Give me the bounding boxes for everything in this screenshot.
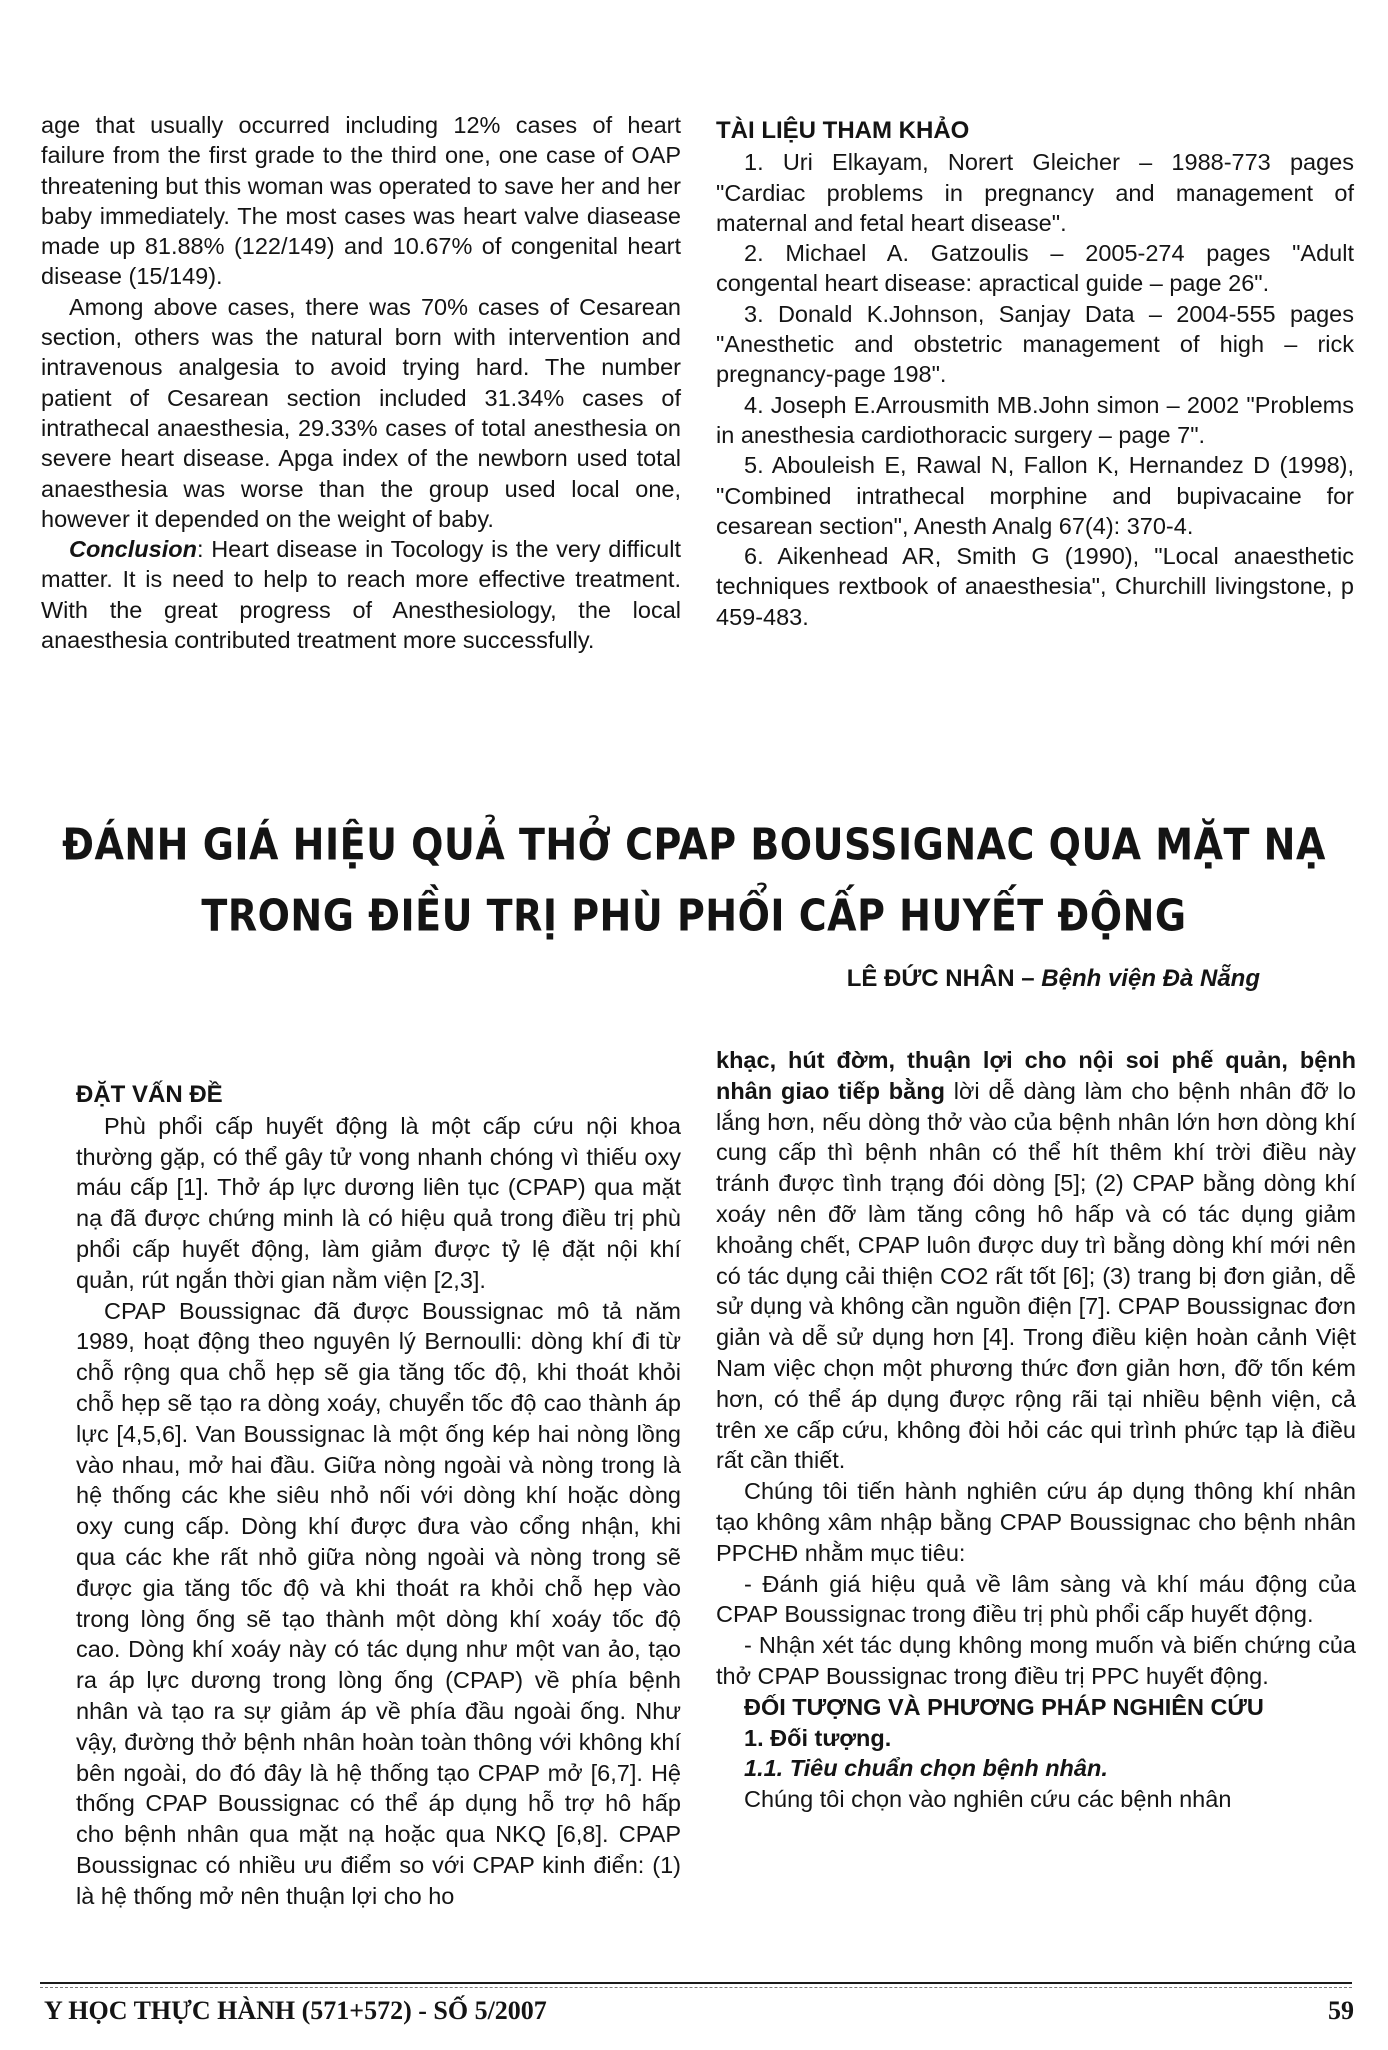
body-paragraph [716, 1045, 1356, 1476]
body-text: lời dễ dàng làm cho bệnh nhân đỡ lo lắng hơn, nếu dòng thở vào của bệnh nhân lớn hơn dòng khí cung cấp thì bệnh nhân có thể hít thêm khí trời điều này tránh được tình trạng đói dòng [5]; (2) CPAP bằng dòng khí xoáy nên đỡ làm tăng công hô hấp và có tác dụng giảm khoảng chết, CPAP luôn được duy trì bằng dòng khí mới nên có tác dụng cải thiện CO2 rất tốt [6]; (3) trang bị đơn giản, dễ sử dụng và không cần nguồn điện [7]. CPAP Boussignac đơn giản và dễ sử dụng hơn [4]. Trong điều kiện hoàn cảnh Việt Nam việc chọn một phương thức đơn giản hơn, đỡ tốn kém hơn, có thể áp dụng được rộng rãi tại nhiều bệnh viện, cả trên xe cấp cứu, không đòi hỏi các qui trình phức tạp là điều rất cần thiết. [716, 1077, 1356, 1474]
subsection-heading: 1.1. Tiêu chuẩn chọn bệnh nhân. [744, 1755, 1108, 1782]
body-paragraph: Chúng tôi chọn vào nghiên cứu các bệnh nhân [744, 1786, 1232, 1813]
reference-item: 2. Michael A. Gatzoulis – 2005-274 pages "Adult congental heart disease: apractical guide – page 26". [716, 240, 1354, 297]
author-institution: Bệnh viện Đà Nẵng [1041, 965, 1260, 992]
reference-item: 1. Uri Elkayam, Norert Gleicher – 1988-773 pages "Cardiac problems in pregnancy and management of maternal and fetal heart disease". [716, 149, 1354, 236]
conclusion-label: Conclusion [69, 536, 197, 563]
summary-paragraph: age that usually occurred including 12% cases of heart failure from the first grade to the third one, one case of OAP threatening but this woman was operated to save her and her baby immediately. The most cases was heart valve diasease made up 81.88% (122/149) and 10.67% of congenital heart disease (15/149). [41, 112, 681, 290]
page-number: 59 [1328, 1996, 1354, 2025]
article-title-line: TRONG ĐIỀU TRỊ PHÙ PHỔI CẤP HUYẾT ĐỘNG [201, 890, 1187, 941]
references-column [716, 116, 1354, 632]
article-title [0, 809, 1388, 952]
conclusion-text: : Heart disease in Tocology is the very difficult matter. It is need to help to reach more effective treatment. With the great progress of Anesthesiology, the local anaesthesia contributed treatment more successfully. [41, 536, 681, 654]
article-author [847, 965, 1260, 993]
aim-item: - Đánh giá hiệu quả về lâm sàng và khí máu động của CPAP Boussignac trong điều trị phù phổi cấp huyết động. [716, 1570, 1356, 1628]
article-title-line: ĐÁNH GIÁ HIỆU QUẢ THỞ CPAP BOUSSIGNAC QUA MẶT NẠ [62, 819, 1326, 870]
summary-paragraph: Among above cases, there was 70% cases of Cesarean section, others was the natural born with intervention and intravenous analgesia to avoid trying hard. The number patient of Cesarean section included 31.34% cases of intrathecal anaesthesia, 29.33% cases of total anesthesia on severe heart disease. Apga index of the newborn used total anaesthesia was worse than the group used local one, however it depended on the weight of baby. [41, 293, 681, 532]
article-left-column [76, 1080, 681, 1912]
reference-item: 5. Abouleish E, Rawal N, Fallon K, Hernandez D (1998), "Combined intrathecal morphine and bupivacaine for cesarean section", Anesth Analg 67(4): 370-4. [716, 452, 1354, 539]
journal-footer: Y HỌC THỰC HÀNH (571+572) - SỐ 5/2007 [44, 1996, 547, 2025]
subsection-heading: 1. Đối tượng. [744, 1724, 892, 1751]
footer-rule [40, 1982, 1352, 1984]
body-paragraph: Phù phổi cấp huyết động là một cấp cứu nội khoa thường gặp, có thể gây tử vong nhanh chóng vì thiếu oxy máu cấp [1]. Thở áp lực dương liên tục (CPAP) qua mặt nạ đã được chứng minh là có hiệu quả trong điều trị phù phổi cấp huyết động, làm giảm được tỷ lệ đặt nội khí quản, rút ngắn thời gian nằm viện [2,3]. [76, 1112, 681, 1293]
section-heading: ĐẶT VẤN ĐỀ [76, 1081, 223, 1108]
reference-item: 3. Donald K.Johnson, Sanjay Data – 2004-555 pages "Anesthetic and obstetric management of high – rick pregnancy-page 198". [716, 300, 1354, 388]
body-paragraph: CPAP Boussignac đã được Boussignac mô tả năm 1989, hoạt động theo nguyên lý Bernoulli: dòng khí đi từ chỗ rộng qua chỗ hẹp sẽ gia tăng tốc độ, khi thoát khỏi chỗ hẹp sẽ tạo ra dòng xoáy, chuyển tốc độ cao thành áp lực [4,5,6]. Van Boussignac là một ống kép hai nòng lồng vào nhau, mở hai đầu. Giữa nòng ngoài và nòng trong là hệ thống các khe siêu nhỏ nối với dòng khí hoặc dòng oxy cung cấp. Dòng khí được đưa vào cổng nhận, khi qua các khe rất nhỏ giữa nòng ngoài và nòng trong sẽ được gia tăng tốc độ và khi thoát ra khỏi chỗ hẹp vào trong lòng ống sẽ tạo thành một dòng khí xoáy tốc độ cao. Dòng khí xoáy này có tác dụng như một van ảo, tạo ra áp lực dương trong lòng ống (CPAP) về phía bệnh nhân và tạo ra sự giảm áp về phía đầu ngoài ống. Như vậy, đường thở bệnh nhân hoàn toàn thông với không khí bên ngoài, do đó đây là hệ thống tạo CPAP mở [6,7]. Hệ thống CPAP Boussignac có thể áp dụng hỗ trợ hô hấp cho bệnh nhân qua mặt nạ hoặc qua NKQ [6,8]. CPAP Boussignac có nhiều ưu điểm so với CPAP kinh điển: (1) là hệ thống mở nên thuận lợi cho ho [76, 1297, 681, 1909]
author-name: LÊ ĐỨC NHÂN [846, 965, 1015, 992]
reference-item: 6. Aikenhead AR, Smith G (1990), "Local anaesthetic techniques rextbook of anaesthesia", Churchill livingstone, p 459-483. [716, 543, 1354, 630]
references-heading: TÀI LIỆU THAM KHẢO [716, 117, 970, 144]
author-separator: – [1014, 965, 1042, 992]
body-paragraph: Chúng tôi tiến hành nghiên cứu áp dụng thông khí nhân tạo không xâm nhập bằng CPAP Boussignac cho bệnh nhân PPCHĐ nhằm mục tiêu: [716, 1478, 1356, 1566]
article-right-column [716, 1045, 1356, 1815]
reference-item: 4. Joseph E.Arrousmith MB.John simon – 2002 "Problems in anesthesia cardiothoracic surgery – page 7". [716, 391, 1354, 448]
section-heading: ĐỐI TƯỢNG VÀ PHƯƠNG PHÁP NGHIÊN CỨU [744, 1693, 1264, 1720]
english-summary-column [41, 110, 681, 655]
conclusion-paragraph [41, 534, 681, 655]
bold-text: khạc, hút đờm, thuận lợi cho nội soi phế quản, bệnh nhân giao tiếp bằng [716, 1047, 1356, 1104]
footer-rule-dashed [40, 1987, 1352, 1988]
aim-item: - Nhận xét tác dụng không mong muốn và biến chứng của thở CPAP Boussignac trong điều trị PPC huyết động. [716, 1632, 1356, 1689]
